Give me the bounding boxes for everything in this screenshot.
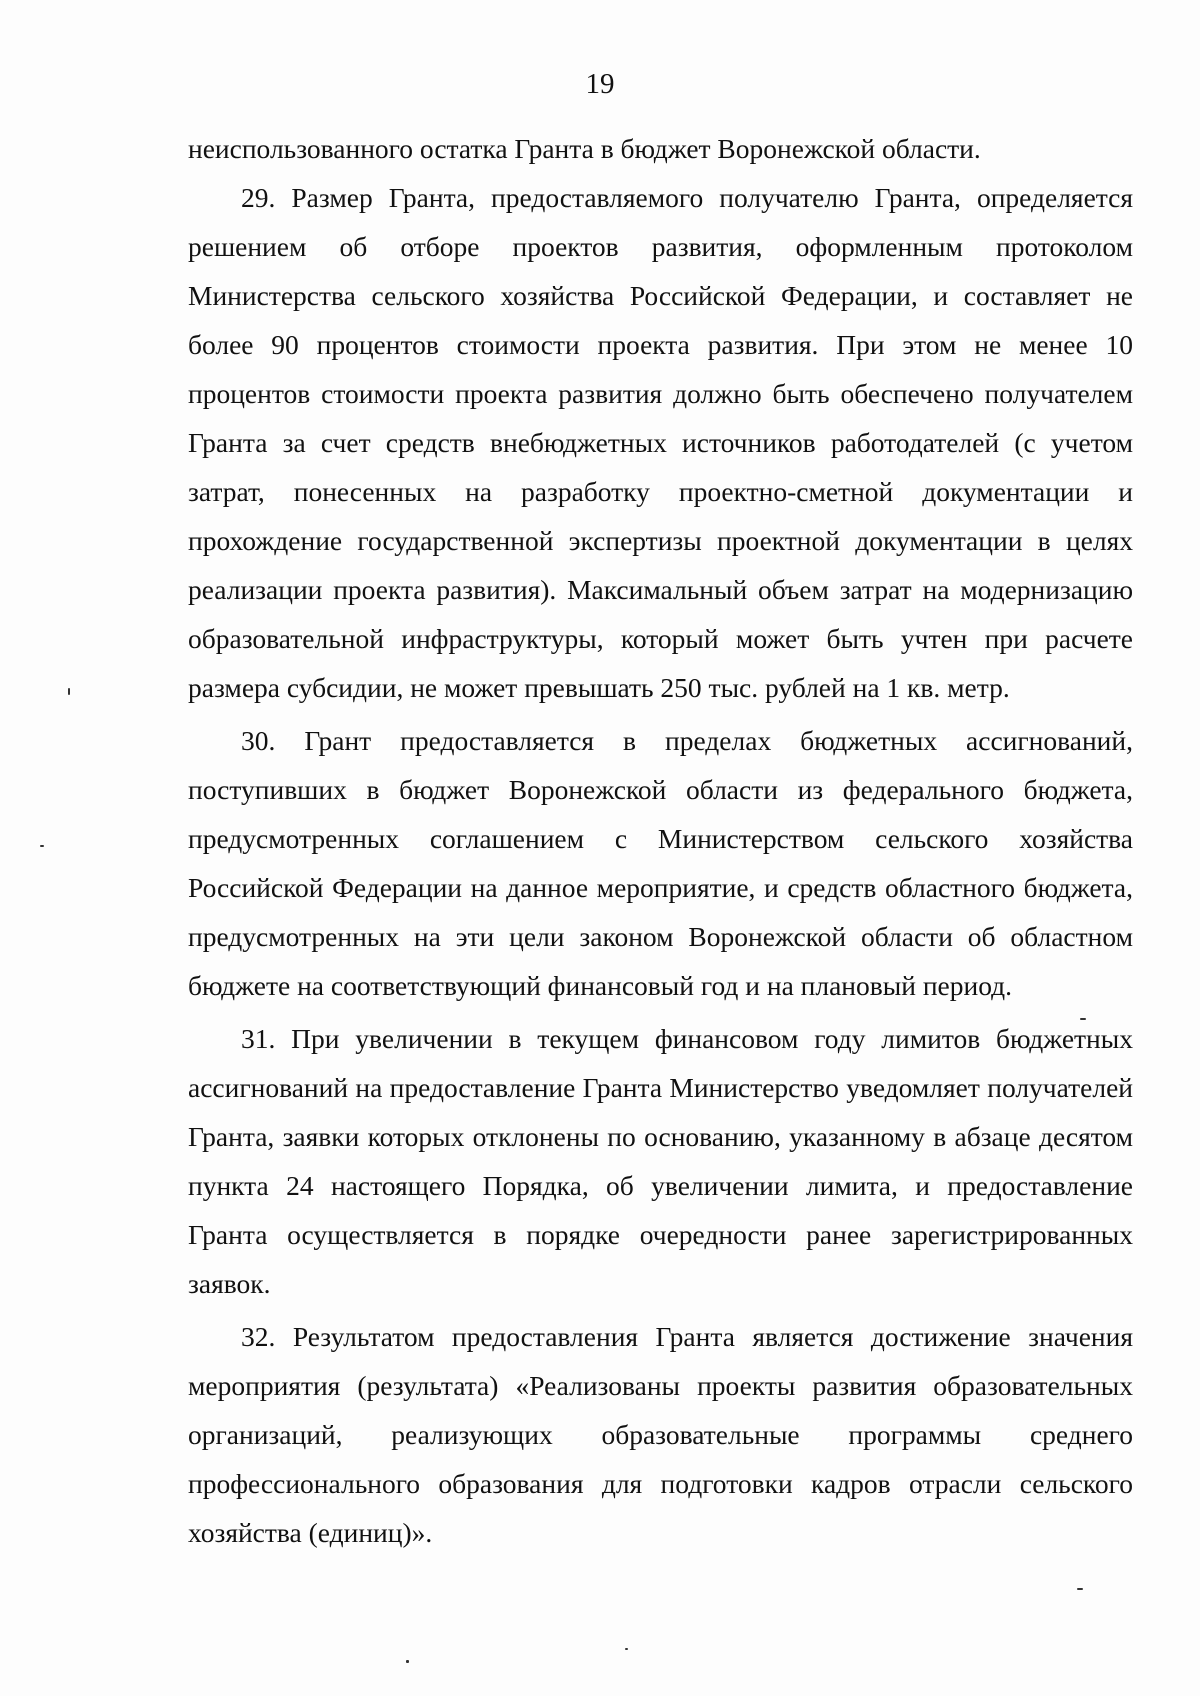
paragraph-item-30: 30. Грант предоставляется в пределах бюджетных ассигнований, поступивших в бюджет Воронежской области из федерального бюджета, предусмотренных соглашением с Министерством сельского хозяйства Российской Федерации на данное мероприятие, и средств областного бюджета, предусмотренных на эти цели законом Воронежской области об областном бюджете на соответствующий финансовый год и на плановый период. — [188, 725, 1133, 1001]
scan-speck — [68, 688, 70, 695]
scan-speck — [40, 845, 44, 847]
scan-speck — [625, 1648, 628, 1650]
paragraph-item-31: 31. При увеличении в текущем финансовом году лимитов бюджетных ассигнований на предоставление Гранта Министерство уведомляет получателей Гранта, заявки которых отклонены по основанию, указанному в абзаце десятом пункта 24 настоящего Порядка, об увеличении лимита, и предоставление Гранта осуществляется в порядке очередности ранее зарегистрированных заявок. — [188, 1023, 1133, 1299]
scan-speck — [406, 1660, 409, 1663]
paragraph-continuation: неиспользованного остатка Гранта в бюджет Воронежской области. — [188, 133, 981, 164]
paragraph-item-29: 29. Размер Гранта, предоставляемого получателю Гранта, определяется решением об отборе проектов развития, оформленным протоколом Министерства сельского хозяйства Российской Федерации, и составляет не более 90 процентов стоимости проекта развития. При этом не менее 10 процентов стоимости проекта развития должно быть обеспечено получателем Гранта за счет средств внебюджетных источников работодателей (с учетом затрат, понесенных на разработку проектно-сметной документации и прохождение государственной экспертизы проектной документации в целях реализации проекта развития). Максимальный объем затрат на модернизацию образовательной инфраструктуры, который может быть учтен при расчете размера субсидии, не может превышать 250 тыс. рублей на 1 кв. метр. — [188, 182, 1133, 703]
paragraph-item-32: 32. Результатом предоставления Гранта является достижение значения мероприятия (результата) «Реализованы проекты развития образовательных организаций, реализующих образовательные программы среднего профессионального образования для подготовки кадров отрасли сельского хозяйства (единиц)». — [188, 1321, 1133, 1548]
scan-speck — [1080, 1018, 1086, 1020]
document-body — [188, 124, 1133, 1557]
page-number: 19 — [585, 68, 615, 100]
scan-speck — [1077, 1588, 1083, 1590]
